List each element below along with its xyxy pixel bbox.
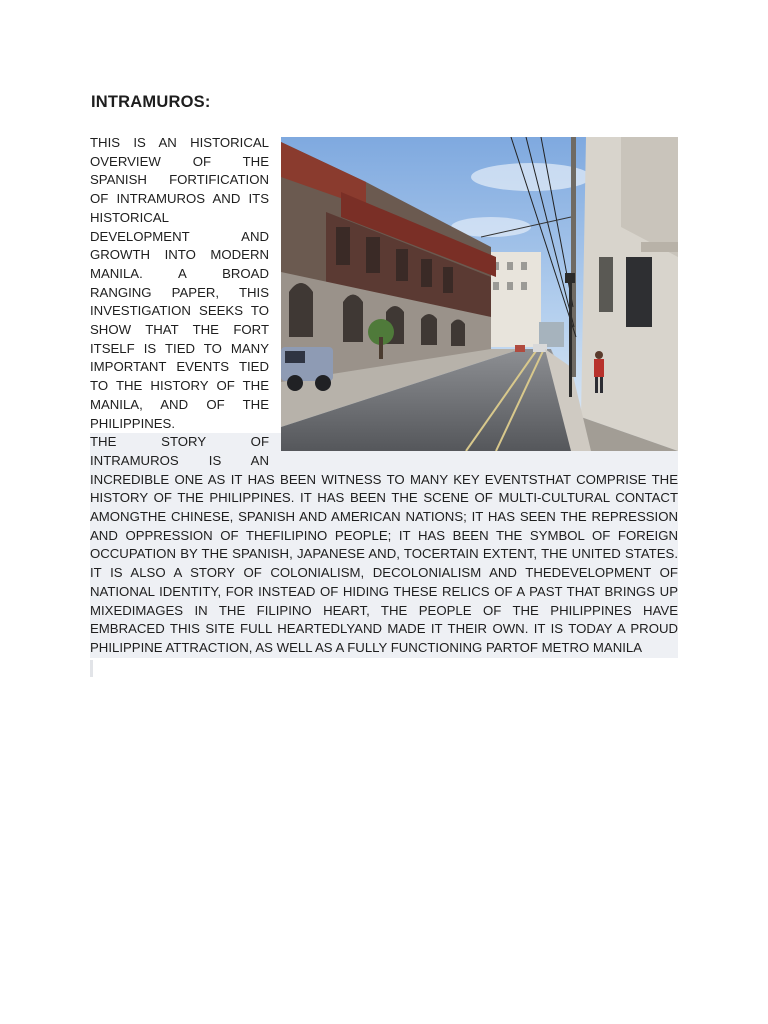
page-title: INTRAMUROS: (91, 93, 211, 111)
intramuros-street-photo (281, 137, 678, 451)
text-cursor-marker (90, 660, 93, 677)
article-body (90, 134, 678, 658)
paragraph-intro: THIS IS AN HISTORICAL OVERVIEW OF THE SPANISH FORTIFICATION OF INTRAMUROS AND ITS HISTORICAL DEVELOPMENT AND GROWTH INTO MODERN MANILA. A BROAD RANGING PAPER, THIS INVESTIGATION SEEKS TO SHOW THAT THE FORT ITSELF IS TIED TO MANY IMPORTANT EVENTS TIED TO THE HISTORY OF THE MANILA, AND OF THE PHILIPPINES. (90, 135, 269, 431)
paragraph-story: THE STORY OF INTRAMUROS IS AN INCREDIBLE ONE AS IT HAS BEEN WITNESS TO MANY KEY EVENTSTHAT COMPRISE THE HISTORY OF THE PHILIPPINES. IT HAS BEEN THE SCENE OF MULTI-CULTURAL CONTACT AMONGTHE CHINESE, SPANISH AND AMERICAN NATIONS; IT HAS SEEN THE REPRESSION AND OPPRESSION OF THEFILIPINO PEOPLE; IT HAS BEEN THE SYMBOL OF FOREIGN OCCUPATION BY THE SPANISH, JAPANESE AND, TOCERTAIN EXTENT, THE UNITED STATES. IT IS ALSO A STORY OF COLONIALISM, DECOLONIALISM AND THEDEVELOPMENT OF NATIONAL IDENTITY, FOR INSTEAD OF HIDING THESE RELICS OF A PAST THAT BRINGS UP MIXEDIMAGES IN THE FILIPINO HEART, THE PEOPLE OF THE PHILIPPINES HAVE EMBRACED THIS SITE FULL HEARTEDLYAND MADE IT THEIR OWN. IT IS TODAY A PROUD PHILIPPINE ATTRACTION, AS WELL AS A FULLY FUNCTIONING PARTOF METRO MANILA (90, 433, 678, 657)
